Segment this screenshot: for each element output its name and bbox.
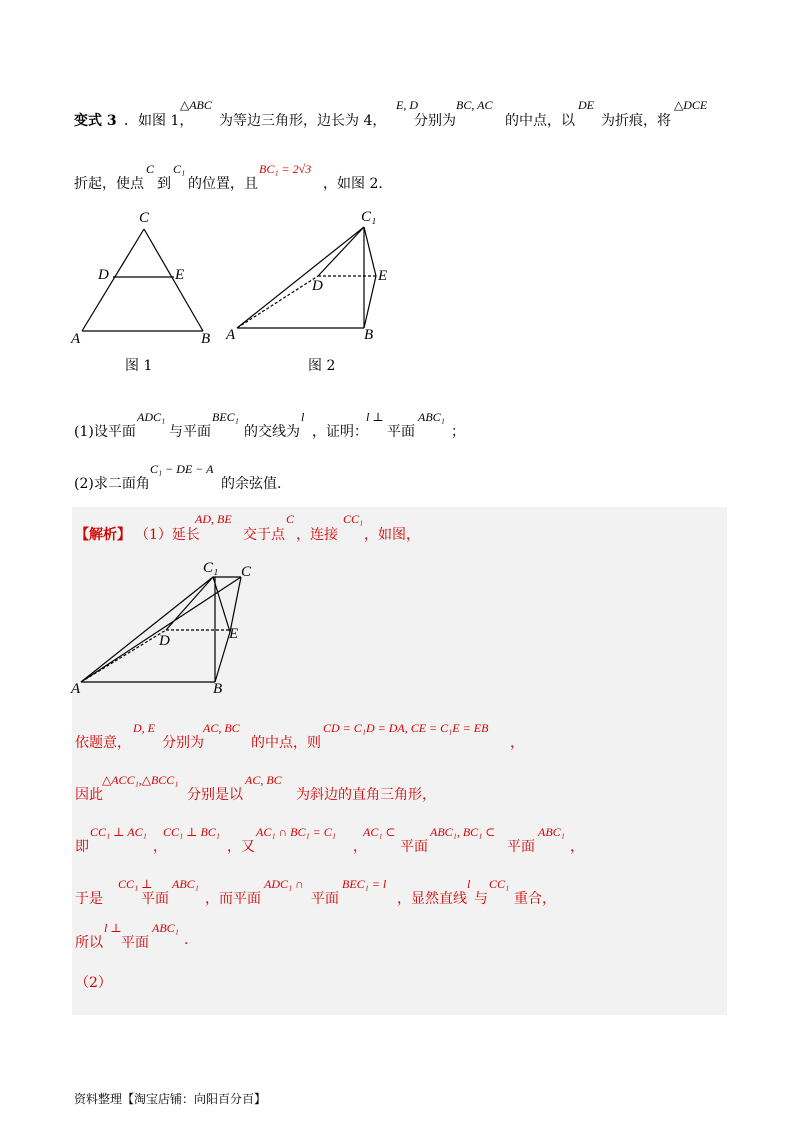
fig1-caption: 图 1 bbox=[125, 358, 153, 374]
math-expr: CC₁ ⊥ BC₁ bbox=[163, 825, 220, 839]
text: ，而平面 bbox=[205, 891, 261, 907]
fig2-label-E: E bbox=[378, 268, 388, 284]
figures-1-2 bbox=[0, 200, 420, 380]
text: 平面 bbox=[121, 935, 149, 951]
math-expr: △ACC₁,△BCC₁ bbox=[102, 773, 179, 787]
text: 到 bbox=[157, 176, 171, 192]
text: ，如图 2. bbox=[323, 176, 383, 192]
math-expr: AC₁ ⊂ bbox=[363, 825, 396, 839]
footer-note: 资料整理【淘宝店铺：向阳百分百】 bbox=[74, 1092, 267, 1106]
fig2-label-B: B bbox=[364, 327, 374, 343]
math-expr: AC, BC bbox=[245, 773, 282, 787]
math-expr: ABC₁ bbox=[538, 825, 565, 839]
math-expr: BEC₁ = l bbox=[342, 877, 387, 891]
fig2-label-A: A bbox=[226, 327, 236, 343]
fig3-label-D: D bbox=[159, 633, 170, 649]
math-expr: CD = C₁D = DA, CE = C₁E = EB bbox=[323, 721, 489, 735]
math-expr: △DCE bbox=[674, 98, 708, 112]
math-expr: BC₁ = 2√3 bbox=[259, 162, 312, 176]
text: 依题意， bbox=[75, 735, 131, 751]
text: (2)求二面角 bbox=[74, 476, 150, 492]
text: 的中点，则 bbox=[251, 735, 321, 751]
math-expr: l bbox=[467, 877, 471, 891]
fig1-label-C: C bbox=[139, 210, 150, 226]
text: 交于点 bbox=[243, 527, 285, 543]
text: 分别为 bbox=[162, 735, 204, 751]
fig3-label-B: B bbox=[213, 681, 223, 697]
text: ，连接 bbox=[296, 527, 338, 543]
text: 分别为 bbox=[414, 113, 456, 129]
fig3-label-A: A bbox=[71, 681, 81, 697]
text: 为等边三角形，边长为 4， bbox=[219, 113, 387, 129]
text: 平面 bbox=[387, 424, 415, 440]
text: 的交线为 bbox=[244, 424, 300, 440]
fig2-label-D: D bbox=[312, 278, 323, 294]
math-expr: BC, AC bbox=[456, 98, 493, 112]
text: 重合， bbox=[514, 891, 556, 907]
text: 平面 bbox=[400, 839, 428, 855]
text: ， bbox=[510, 735, 524, 751]
text: . bbox=[184, 932, 189, 948]
math-expr: C bbox=[286, 512, 295, 526]
math-expr: DE bbox=[578, 98, 594, 112]
text: 与平面 bbox=[169, 424, 211, 440]
text: 的中点，以 bbox=[505, 113, 575, 129]
text: ，又 bbox=[227, 839, 255, 855]
text: ； bbox=[451, 424, 465, 440]
math-expr: ADC₁ ∩ bbox=[264, 877, 304, 891]
text: 平面 bbox=[507, 839, 535, 855]
math-expr: C₁ bbox=[173, 162, 186, 176]
fig2-label-C1: C₁ bbox=[361, 209, 377, 225]
text: 为折痕，将 bbox=[601, 113, 671, 129]
text: 折起，使点 bbox=[74, 176, 144, 192]
math-expr: CC₁ ⊥ AC₁ bbox=[90, 825, 147, 839]
text: ，显然直线 bbox=[397, 891, 467, 907]
math-expr: ADC₁ bbox=[137, 410, 166, 424]
math-expr: D, E bbox=[133, 721, 155, 735]
text: 所以 bbox=[75, 935, 103, 951]
fig3-label-C: C bbox=[241, 564, 252, 580]
fig1-label-A: A bbox=[71, 331, 81, 347]
fig3-label-E: E bbox=[229, 626, 239, 642]
math-expr: △ABC bbox=[180, 98, 212, 112]
text: ， bbox=[153, 839, 167, 855]
math-expr: ABC₁ bbox=[152, 921, 179, 935]
fig1-label-B: B bbox=[201, 331, 211, 347]
math-expr: E, D bbox=[396, 98, 418, 112]
text: 的位置，且 bbox=[188, 176, 258, 192]
text: ．如图 1， bbox=[124, 113, 194, 129]
math-expr: ABC₁, BC₁ ⊂ bbox=[430, 825, 496, 839]
text: 即 bbox=[75, 839, 89, 855]
text: （1）延长 bbox=[135, 527, 200, 543]
math-expr: C₁ − DE − A bbox=[150, 462, 214, 476]
text: 平面 bbox=[311, 891, 339, 907]
math-expr: CC₁ bbox=[343, 512, 364, 526]
text: 因此 bbox=[75, 787, 103, 803]
math-expr: C bbox=[146, 162, 155, 176]
math-expr: AD, BE bbox=[195, 512, 232, 526]
solution-header: 【解析】 bbox=[75, 527, 131, 543]
fig1-label-D: D bbox=[98, 267, 109, 283]
math-expr: CC₁ bbox=[489, 877, 510, 891]
math-expr: l ⊥ bbox=[104, 921, 122, 935]
text: ， bbox=[570, 839, 584, 855]
figure-2 bbox=[237, 227, 376, 328]
math-expr: ABC₁ bbox=[172, 877, 199, 891]
math-expr: l bbox=[301, 410, 305, 424]
math-expr: BEC₁ bbox=[212, 410, 239, 424]
text: ，证明： bbox=[312, 424, 368, 440]
text: ， bbox=[353, 839, 367, 855]
fig1-label-E: E bbox=[175, 267, 185, 283]
text: 与 bbox=[474, 891, 488, 907]
text: 分别是以 bbox=[187, 787, 243, 803]
math-expr: CC₁ ⊥ bbox=[118, 877, 153, 891]
math-expr: AC₁ ∩ BC₁ = C₁ bbox=[256, 825, 336, 839]
text: (1)设平面 bbox=[74, 424, 136, 440]
math-expr: ABC₁ bbox=[418, 410, 445, 424]
figure-3 bbox=[70, 555, 270, 700]
problem-title: 变式 3 bbox=[74, 113, 117, 129]
text: ，如图， bbox=[364, 527, 420, 543]
fig3-label-C1: C₁ bbox=[203, 560, 219, 576]
math-expr: AC, BC bbox=[203, 721, 240, 735]
solution-part-2: （2） bbox=[75, 975, 112, 991]
text: 于是 bbox=[75, 891, 103, 907]
text: 平面 bbox=[141, 891, 169, 907]
math-expr: l ⊥ bbox=[366, 410, 384, 424]
fig2-caption: 图 2 bbox=[308, 358, 336, 374]
text: 的余弦值. bbox=[221, 476, 282, 492]
text: 为斜边的直角三角形， bbox=[296, 787, 436, 803]
